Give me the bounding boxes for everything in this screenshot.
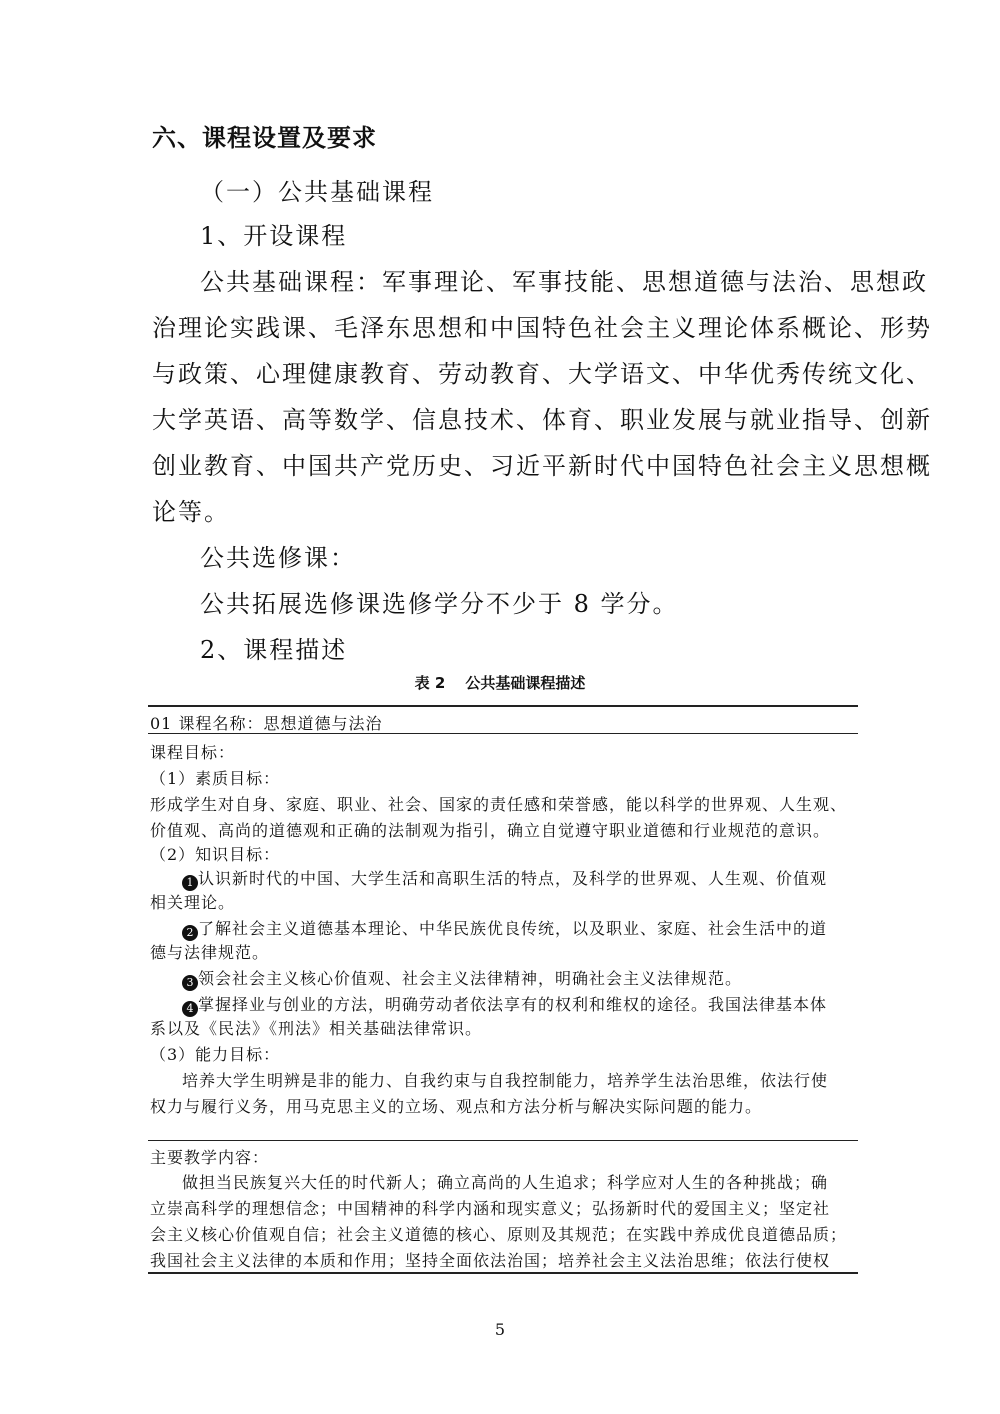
elective-text: 公共拓展选修课选修学分不少于 8 学分。 <box>200 590 679 618</box>
content-line: 我国社会主义法律的本质和作用；坚持全面依法治国；培养社会主义法治思维；依法行使权 <box>150 1251 831 1270</box>
ability-title: （3）能力目标： <box>150 1045 281 1064</box>
knowledge-item <box>182 992 888 1017</box>
table-row-rule <box>148 733 858 734</box>
table-caption-label: 表 2 <box>414 674 446 692</box>
knowledge-item-text: 认识新时代的中国、大学生活和高职生活的特点，及科学的世界观、人生观、价值观 <box>198 869 828 888</box>
quality-line: 形成学生对自身、家庭、职业、社会、国家的责任感和荣誉感，能以科学的世界观、人生观、 <box>150 795 848 814</box>
knowledge-item <box>182 866 888 891</box>
quality-line: 价值观、高尚的道德观和正确的法制观为指引，确立自觉遵守职业道德和行业规范的意识。 <box>150 821 831 840</box>
table-row-rule <box>148 1140 858 1141</box>
content-line: 会主义核心价值观自信；社会主义道德的核心、原则及其规范；在实践中养成优良道德品质； <box>150 1225 848 1244</box>
item-2-title: 2、课程描述 <box>200 636 348 664</box>
page-number: 5 <box>494 1320 506 1339</box>
table-bottom-rule <box>148 1272 858 1274</box>
subheading: （一）公共基础课程 <box>200 178 434 206</box>
knowledge-item-continuation: 相关理论。 <box>150 893 236 912</box>
knowledge-item-continuation: 系以及《民法》《刑法》相关基础法律常识。 <box>150 1019 483 1038</box>
knowledge-item-continuation: 德与法律规范。 <box>150 943 270 962</box>
content-line: 做担当民族复兴大任的时代新人；确立高尚的人生追求；科学应对人生的各种挑战；确 <box>182 1173 829 1192</box>
table-caption <box>0 672 1000 693</box>
knowledge-item <box>182 916 888 941</box>
paragraph-line: 公共基础课程：军事理论、军事技能、思想道德与法治、思想政 <box>200 268 928 296</box>
objectives-title: 课程目标： <box>150 743 236 762</box>
number-marker-1: 1 <box>182 875 198 891</box>
item-1-title: 1、开设课程 <box>200 222 348 250</box>
quality-title: （1）素质目标： <box>150 769 281 788</box>
course-name: 01 课程名称：思想道德与法治 <box>150 714 383 733</box>
content-line: 立崇高科学的理想信念；中国精神的科学内涵和现实意义；弘扬新时代的爱国主义；坚定社 <box>150 1199 831 1218</box>
knowledge-item-text: 了解社会主义道德基本理论、中华民族优良传统，以及职业、家庭、社会生活中的道 <box>198 919 828 938</box>
paragraph-line: 论等。 <box>152 498 230 526</box>
table-caption-title: 公共基础课程描述 <box>465 674 586 692</box>
number-marker-2: 2 <box>182 925 198 941</box>
knowledge-item <box>182 966 888 991</box>
knowledge-item-text: 掌握择业与创业的方法，明确劳动者依法享有的权利和维权的途径。我国法律基本体 <box>198 995 828 1014</box>
ability-line: 培养大学生明辨是非的能力、自我约束与自我控制能力，培养学生法治思维，依法行使 <box>182 1071 829 1090</box>
paragraph-line: 创业教育、中国共产党历史、习近平新时代中国特色社会主义思想概 <box>152 452 932 480</box>
knowledge-item-text: 领会社会主义核心价值观、社会主义法律精神，明确社会主义法律规范。 <box>198 969 743 988</box>
paragraph-line: 大学英语、高等数学、信息技术、体育、职业发展与就业指导、创新 <box>152 406 932 434</box>
paragraph-line: 与政策、心理健康教育、劳动教育、大学语文、中华优秀传统文化、 <box>152 360 932 388</box>
content-title: 主要教学内容： <box>150 1148 270 1167</box>
section-heading: 六、课程设置及要求 <box>152 124 377 152</box>
table-top-rule <box>148 705 858 707</box>
elective-title: 公共选修课： <box>200 544 356 572</box>
paragraph-line: 治理论实践课、毛泽东思想和中国特色社会主义理论体系概论、形势 <box>152 314 932 342</box>
knowledge-title: （2）知识目标： <box>150 845 281 864</box>
number-marker-3: 3 <box>182 975 198 991</box>
ability-line: 权力与履行义务，用马克思主义的立场、观点和方法分析与解决实际问题的能力。 <box>150 1097 763 1116</box>
number-marker-4: 4 <box>182 1001 198 1017</box>
